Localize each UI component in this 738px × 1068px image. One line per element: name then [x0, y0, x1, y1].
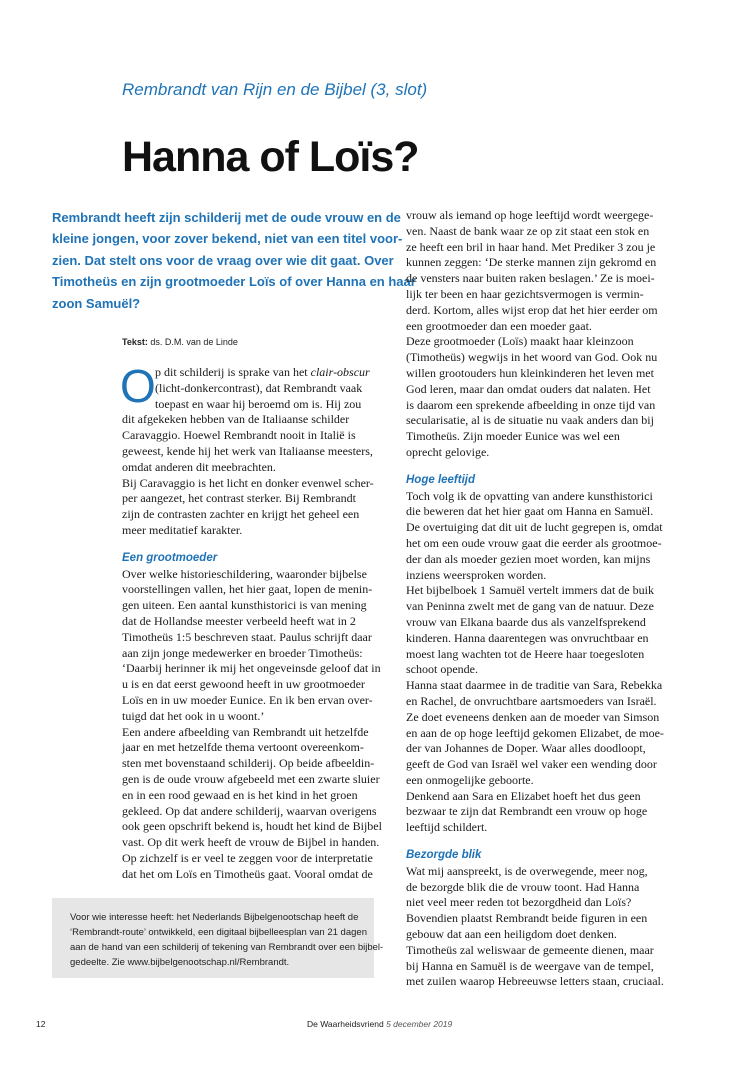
paragraph-line: de vensters naar buiten raken beslagen.’ Ze is moei-	[406, 271, 655, 286]
intro-line: Rembrandt heeft zijn schilderij met de oude vrouw en de	[52, 210, 401, 225]
paragraph-line: leeftijd schildert.	[406, 820, 488, 835]
paragraph-line: lijk ter been en haar gezichtsvermogen is vermin-	[406, 286, 644, 301]
paragraph-line: Timotheüs. Zijn moeder Eunice was wel een	[406, 429, 620, 444]
paragraph-line: oprecht gelovige.	[406, 444, 490, 459]
paragraph-line: en aan de op hoge leeftijd gekomen Elizabet, de moe-	[406, 725, 664, 740]
text-run: p dit schilderij is sprake van het	[155, 365, 311, 379]
paragraph-line: Timotheüs zal weliswaar de gemeente dienen, maar	[406, 942, 654, 957]
paragraph-line: moest lang wachten tot de Heere haar toegesloten	[406, 646, 645, 661]
paragraph-line: u is en dat eerst gewoond heeft in uw grootmoeder	[122, 677, 365, 692]
author-byline	[122, 337, 238, 347]
section-subheading: Een grootmoeder	[122, 551, 218, 564]
paragraph-line: kunnen zeggen: ‘De sterke mannen zijn gekromd en	[406, 255, 657, 270]
paragraph-line: vrouw als iemand op hoge leeftijd wordt weergege-	[406, 208, 654, 222]
intro-line: zoon Samuël?	[52, 295, 141, 311]
paragraph-line: vast. Op dit werk heeft de vrouw de Bijbel in handen.	[122, 835, 380, 850]
paragraph-line: met zuilen waarop Hebreeuwse letters staan, cruciaal.	[406, 974, 664, 989]
paragraph-line: ook geen opschrift bekend is, houdt het kind de Bijbel	[122, 819, 382, 834]
paragraph-line: (licht-donkercontrast), dat Rembrandt vaak	[155, 380, 363, 395]
article-column-left	[120, 360, 388, 883]
paragraph-line: Toch volg ik de opvatting van andere kunsthistorici	[406, 488, 653, 503]
paragraph-line: voorstellingen vallen, het hier gaat, lopen de menin-	[122, 582, 373, 597]
paragraph-line: tuigd dat het ook in u woont.’	[122, 708, 265, 723]
intro-line: kleine jongen, voor zover bekend, niet van een titel voor-	[52, 231, 403, 247]
paragraph-line: gebouw dat aan een heiligdom doet denken.	[406, 927, 617, 942]
paragraph-line: sten met bovenstaand schilderij. Op beide afbeeldin-	[122, 756, 375, 771]
paragraph-line: omdat anderen dit meebrachten.	[122, 459, 276, 474]
paragraph-line: inziens weersproken worden.	[406, 567, 547, 582]
paragraph-line: toepast en waar hij beroemd om is. Hij zou	[155, 396, 362, 411]
magazine-name: De Waarheidsvriend	[307, 1019, 384, 1029]
info-box-line: aan de hand van een schilderij of tekening van Rembrandt over een bijbel-	[70, 942, 384, 953]
paragraph-line: Het bijbelboek 1 Samuël vertelt immers dat de buik	[406, 583, 654, 598]
paragraph-line: schoot opende.	[406, 662, 478, 677]
paragraph-line: aan zijn jonge medewerker en broeder Timotheüs:	[122, 645, 363, 660]
paragraph-line: Caravaggio. Hoewel Rembrandt nooit in Italië is	[122, 428, 356, 443]
article-intro	[52, 207, 416, 314]
paragraph-line: Denkend aan Sara en Elizabet hoeft het dus geen	[406, 788, 641, 803]
paragraph-line: een onmogelijke geboorte.	[406, 772, 534, 787]
paragraph-line: die beweren dat het hier gaat om Hanna en Samuël.	[406, 504, 654, 519]
paragraph-line: geweest, kende hij het werk van Italiaanse meesters,	[122, 443, 373, 458]
paragraph-line: Een andere afbeelding van Rembrandt uit hetzelfde	[122, 724, 369, 739]
paragraph-line: willen grootouders hun kleinkinderen het leven met	[406, 365, 654, 380]
paragraph-line: Over welke historieschildering, waaronder bijbelse	[122, 566, 367, 581]
section-subheading: Hoge leeftijd	[406, 473, 476, 486]
paragraph-line: dit afgekeken hebben van de Italiaanse schilder	[122, 412, 350, 427]
paragraph-line: Op zichzelf is er veel te zeggen voor de interpretatie	[122, 850, 373, 865]
info-box	[52, 898, 384, 978]
paragraph-line: bij Hanna en Samuël is de weergave van de tempel,	[406, 958, 654, 973]
paragraph-line: is daarom een sprekende afbeelding in onze tijd van	[406, 397, 656, 412]
paragraph-line: het om een oude vrouw gaat die eerder als grootmoe-	[406, 535, 662, 550]
paragraph-line: niet veel meer reden tot bezorgdheid dan Loïs?	[406, 895, 632, 910]
paragraph-line: ze heeft een bril in haar hand. Met Prediker 3 zou je	[406, 239, 656, 254]
paragraph-line: zijn de contrasten zachter en krijgt het geheel een	[122, 507, 360, 522]
paragraph-line	[122, 365, 388, 381]
paragraph-line: der van Johannes de Doper. Waar alles doodloopt,	[406, 741, 646, 756]
paragraph-line: de bezorgde blik die de vrouw toont. Had Hanna	[406, 879, 640, 894]
page-number: 12	[36, 1019, 46, 1029]
paragraph-line: jaar en met hetzelfde thema vertoont overeenkom-	[122, 740, 364, 755]
paragraph-line: gen uiteen. Een aantal kunsthistorici is van mening	[122, 598, 367, 613]
paragraph-line: De overtuiging dat dit uit de lucht gegrepen is, omdat	[406, 520, 663, 535]
article-series-kicker: Rembrandt van Rijn en de Bijbel (3, slot)	[122, 80, 428, 99]
info-box-line: gedeelte. Zie www.bijbelgenootschap.nl/Rembrandt.	[70, 957, 290, 968]
paragraph-line: God leren, maar dan omdat ouders dat nalaten. Het	[406, 381, 651, 396]
paragraph-line: gen is de oude vrouw afgebeeld met een zwarte sluier	[122, 771, 380, 786]
paragraph-line: der dan als moeder gezien moet worden, kan mijns	[406, 551, 651, 566]
paragraph-line: (Timotheüs) wegwijs in het woord van God. Ook nu	[406, 350, 658, 365]
paragraph-line: Ze doet eveneens denken aan de moeder van Simson	[406, 709, 660, 724]
intro-line: Timotheüs en zijn grootmoeder Loïs of over Hanna en haar	[52, 274, 416, 290]
paragraph-line: en in een rood gewaad en is het kind in het groen	[122, 787, 358, 802]
paragraph-line: vrouw van Elkana baarde dus als vanzelfsprekend	[406, 614, 646, 629]
paragraph-line: Loïs en in uw moeder Eunice. En ik ben ervan over-	[122, 692, 373, 707]
byline-author: ds. D.M. van de Linde	[150, 337, 238, 347]
info-box-line: Voor wie interesse heeft: het Nederlands Bijbelgenootschap heeft de	[70, 912, 359, 923]
info-box-line: ‘Rembrandt-route’ ontwikkeld, een digitaal bijbelleesplan van 21 dagen	[70, 927, 367, 938]
paragraph-line: Bij Caravaggio is het licht en donker evenwel scher-	[122, 475, 374, 490]
issue-date: 5 december 2019	[386, 1019, 453, 1029]
intro-line: zien. Dat stelt ons voor de vraag over wie dit gaat. Over	[52, 252, 394, 268]
paragraph-line: Hanna staat daarmee in de traditie van Sara, Rebekka	[406, 678, 663, 693]
emphasis-text: clair-obscur	[310, 365, 370, 379]
paragraph-line: Timotheüs 1:5 beschreven staat. Paulus schrijft daar	[122, 629, 372, 644]
paragraph-line: van Peninna zwelt met de gang van de natuur. Deze	[406, 599, 654, 614]
paragraph-line: gekleed. Op dat andere schilderij, waarvan overigens	[122, 803, 377, 818]
paragraph-line: meer meditatief karakter.	[122, 522, 243, 537]
paragraph-line: Bovendien plaatst Rembrandt beide figuren in een	[406, 911, 648, 926]
paragraph-line: kinderen. Hanna daarentegen was onvruchtbaar en	[406, 630, 649, 645]
paragraph-line: en Rachel, de onvruchtbare aartsmoeders van Israël.	[406, 693, 657, 708]
footer-magazine	[307, 1019, 452, 1029]
byline-label: Tekst:	[122, 337, 148, 347]
paragraph-line: bezwaar te zijn dat Rembrandt een vrouw op hoge	[406, 804, 648, 819]
drop-cap: O	[120, 360, 156, 412]
paragraph-line: dat de Hollandse meester verbeeld heeft wat in 2	[122, 613, 356, 628]
article-column-right	[406, 208, 672, 990]
paragraph-line: ven. Naast de bank waar ze op zit staat een stok en	[406, 223, 650, 238]
paragraph-line: geeft de God van Israël wel vaker een wending door	[406, 757, 657, 772]
paragraph-line: ‘Daarbij herinner ik mij het ongeveinsde geloof dat in	[122, 661, 381, 676]
paragraph-line: een grootmoeder dan een moeder gaat.	[406, 318, 592, 333]
article-title: Hanna of Loïs?	[122, 133, 419, 181]
paragraph-line: dat het om Loïs en Timotheüs gaat. Vooral omdat de	[122, 866, 373, 881]
paragraph-line: derd. Kortom, alles wijst erop dat het hier eerder om	[406, 302, 658, 317]
paragraph-line: Wat mij aanspreekt, is de overwegende, meer nog,	[406, 863, 648, 878]
paragraph-line: per aangezet, het contrast sterker. Bij Rembrandt	[122, 491, 356, 506]
paragraph-line: secularisatie, al is de situatie nu vaak anders dan bij	[406, 413, 654, 428]
section-subheading: Bezorgde blik	[406, 849, 482, 862]
paragraph-line: Deze grootmoeder (Loïs) maakt haar kleinzoon	[406, 334, 634, 349]
